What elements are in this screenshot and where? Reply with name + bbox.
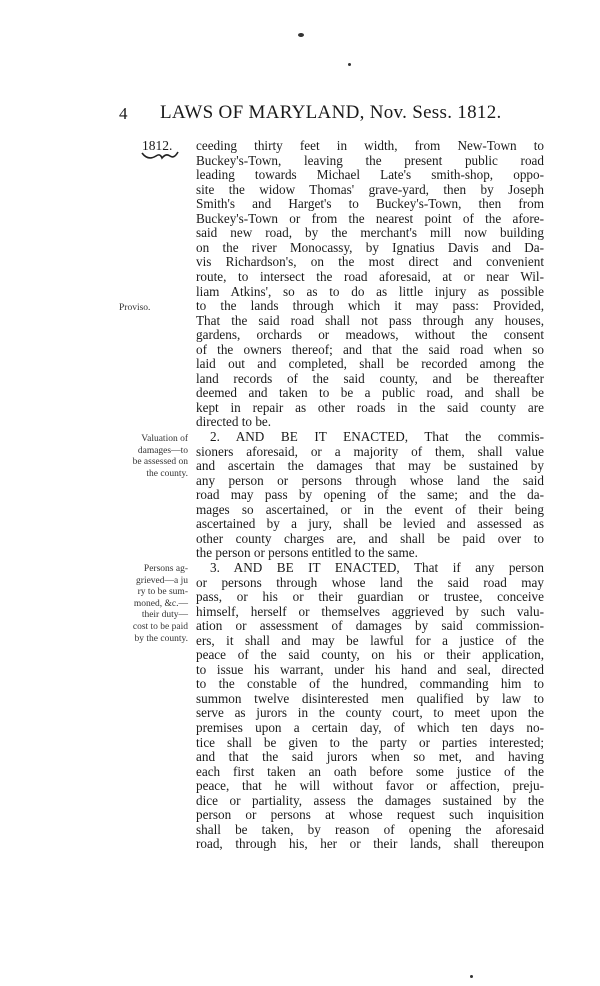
body-line: leading towards Michael Late's smith-shop, oppo-: [196, 167, 544, 183]
body-line: shall be taken, by reason of opening the aforesaid: [196, 821, 544, 837]
body-line: peace of the said county, on his or their application,: [196, 647, 544, 663]
body-line: ceeding thirty feet in width, from New-Town to: [196, 138, 544, 153]
body-line: mages so ascertained, or in the event of their being: [196, 501, 544, 517]
body-line: Buckey's-Town, leaving the present public road: [196, 152, 544, 168]
body-line: on the river Monocassy, by Ignatius Davis and Da-: [196, 239, 544, 255]
body-line: sioners aforesaid, or a majority of them, shall value: [196, 443, 544, 459]
margin-note-line: Valuation of: [141, 434, 188, 444]
body-line: That the said road shall not pass through any houses,: [196, 312, 544, 328]
body-line: Smith's and Harget's to Buckey's-Town, then from: [196, 196, 544, 212]
margin-note-line: be assessed on: [132, 457, 188, 468]
margin-note-line: by the county.: [134, 633, 188, 644]
body-line: deemed and taken to be a public road, and shall be: [196, 385, 544, 401]
body-line: to the lands through which it may pass: Provided,: [196, 298, 544, 314]
body-line: road may pass by opening of the same; and the da-: [196, 487, 544, 503]
brace-ornament-icon: [140, 150, 180, 162]
body-line: liam Atkins', so as to do as little injury as possible: [196, 283, 544, 299]
body-line: or persons through whose land the said road may: [196, 574, 544, 590]
margin-note-persons-aggrieved: [133, 564, 188, 645]
margin-note-line: their duty—: [141, 610, 188, 621]
body-line: ascertained by a jury, shall be levied and assessed as: [196, 516, 544, 532]
body-line: directed to be.: [196, 414, 272, 430]
body-line: said new road, by the merchant's mill now building: [196, 225, 544, 241]
body-line: laid out and completed, shall be recorded among the: [196, 356, 544, 372]
margin-note-proviso: Proviso.: [119, 303, 151, 313]
body-line: peace, that he will without favor or affection, preju-: [196, 778, 544, 794]
body-line: to issue his warrant, under his hand and seal, directed: [196, 661, 544, 677]
body-line: and that the said jurors when so met, and having: [196, 749, 544, 765]
body-line: vis Richardson's, on the most direct and convenient: [196, 254, 544, 270]
body-line: serve as jurors in the county court, to meet upon the: [196, 705, 544, 721]
body-line: and ascertain the damages that may be sustained by: [196, 458, 544, 474]
margin-year: 1812.: [142, 138, 173, 153]
margin-note-line: grieved—a ju: [136, 575, 188, 586]
body-line: kept in repair as other roads in the said county are: [196, 399, 544, 415]
body-line: any person or persons through whose land the said: [196, 472, 544, 488]
margin-note-line: Persons ag-: [143, 564, 188, 574]
margin-note-line: cost to be paid: [132, 621, 188, 632]
margin-note-line: moned, &c.—: [133, 598, 188, 609]
body-line: himself, herself or themselves aggrieved by such valu-: [196, 603, 544, 619]
scan-speck: [470, 975, 473, 978]
body-line: ers, it shall and may be lawful for a justice of the: [196, 632, 544, 648]
body-line: other county charges are, and shall be paid over to: [196, 530, 544, 546]
body-line: route, to intersect the road aforesaid, at or near Wil-: [196, 268, 544, 284]
body-line: 3. AND BE IT ENACTED, That if any person: [210, 559, 544, 575]
margin-note-line: ry to be sum-: [137, 587, 188, 598]
body-line: each first taken an oath before some justice of the: [196, 763, 544, 779]
body-line: premises upon a certain day, of which ten days no-: [196, 720, 544, 735]
margin-note-line: the county.: [146, 468, 188, 479]
body-line: the person or persons entitled to the same.: [196, 545, 418, 561]
body-line: tice shall be given to the party or parties interested;: [196, 734, 544, 750]
body-line: road, through his, her or their lands, shall thereupon: [196, 836, 544, 852]
scan-speck: [348, 63, 351, 66]
body-line: dice or partiality, assess the damages sustained by the: [196, 792, 544, 808]
margin-note-valuation: [133, 434, 188, 480]
scan-speck: [298, 33, 304, 37]
body-line: summon twelve disinterested men qualified by law to: [196, 690, 544, 706]
body-line: gardens, orchards or meadows, without the consent: [196, 327, 544, 343]
page-number: 4: [119, 104, 128, 123]
body-line: person or persons at whose request such inquisition: [196, 807, 544, 823]
body-line: Buckey's-Town or from the nearest point of the afore-: [196, 210, 544, 226]
body-line: 2. AND BE IT ENACTED, That the commis-: [210, 429, 544, 444]
body-line: to the constable of the hundred, commanding him to: [196, 676, 544, 692]
body-line: site the widow Thomas' grave-yard, then by Joseph: [196, 181, 544, 197]
body-line: of the owners thereof; and that the said road when so: [196, 341, 544, 357]
margin-note-line: damages—to: [137, 445, 188, 456]
body-line: pass, or his or their guardian or trustee, conceive: [196, 589, 544, 605]
body-line: ation or assessment of damages by said commission-: [196, 618, 544, 634]
running-title: LAWS OF MARYLAND, Nov. Sess. 1812.: [160, 102, 502, 123]
body-line: land records of the said county, and be thereafter: [196, 370, 544, 386]
